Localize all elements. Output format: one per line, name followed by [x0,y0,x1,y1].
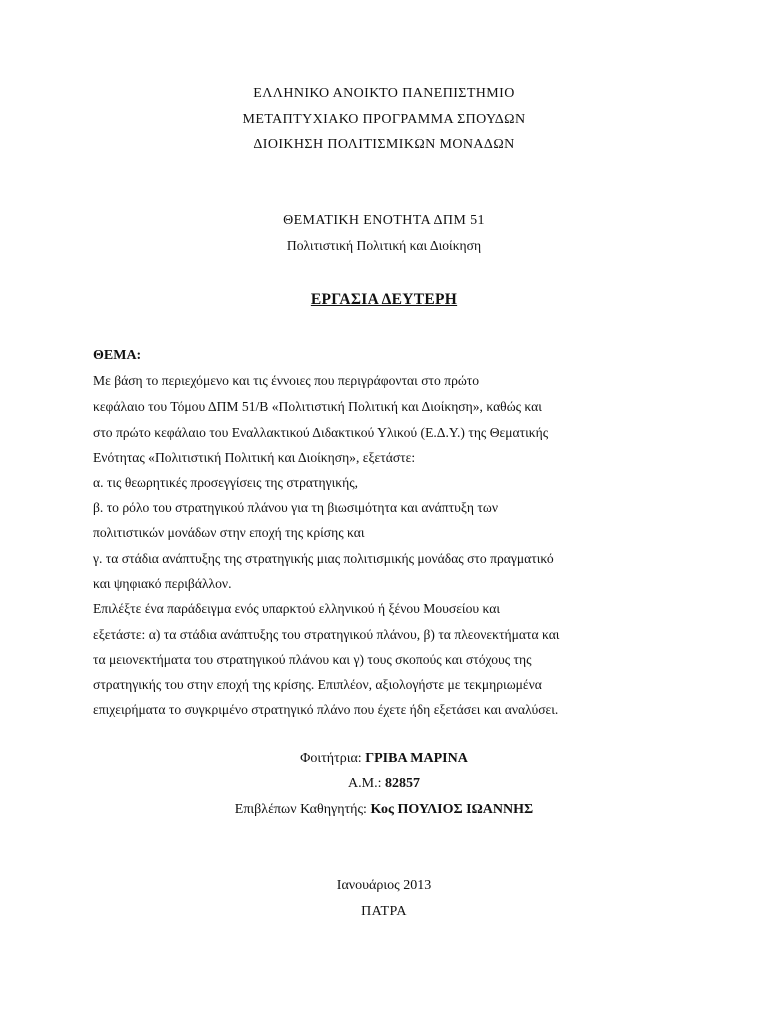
supervisor-name: Κος ΠΟΥΛΙΟΣ ΙΩΑΝΝΗΣ [370,802,534,817]
topic-line: στο πρώτο κεφάλαιο του Εναλλακτικού Διδακτικού Υλικού (Ε.Δ.Υ.) της Θεματικής [93,425,549,440]
id-line [0,776,768,792]
department-name: ΔΙΟΙΚΗΣΗ ΠΟΛΙΤΙΣΜΙΚΩΝ ΜΟΝΑΔΩΝ [253,137,515,152]
topic-line: γ. τα στάδια ανάπτυξης της στρατηγικής μιας πολιτισμικής μονάδας στο πραγματικό [93,551,554,566]
student-label: Φοιτήτρια: [300,751,362,766]
topic-line: στρατηγικής του στην εποχή της κρίσης. Επιπλέον, αξιολογήστε με τεκμηριωμένα [93,677,542,692]
topic-line: εξετάστε: α) τα στάδια ανάπτυξης του στρατηγικού πλάνου, β) τα πλεονεκτήματα και [93,627,560,642]
city: ΠΑΤΡΑ [361,904,407,919]
topic-line: επιχειρήματα το συγκριμένο στρατηγικό πλάνο που έχετε ήδη εξετάσει και αναλύσει. [93,702,559,717]
topic-line: πολιτιστικών μονάδων στην εποχή της κρίσης και [93,525,365,540]
program-name: ΜΕΤΑΠΤΥΧΙΑΚΟ ΠΡΟΓΡΑΜΜΑ ΣΠΟΥΔΩΝ [242,112,526,127]
student-line [0,751,768,767]
topic-line: Με βάση το περιεχόμενο και τις έννοιες που περιγράφονται στο πρώτο [93,373,480,388]
supervisor-line [0,802,768,818]
topic-line: και ψηφιακό περιβάλλον. [93,576,232,591]
module-name: Πολιτιστική Πολιτική και Διοίκηση [286,238,482,253]
topic-line: α. τις θεωρητικές προσεγγίσεις της στρατηγικής, [93,475,358,490]
topic-line: κεφάλαιο του Τόμου ΔΠΜ 51/Β «Πολιτιστική Πολιτική και Διοίκηση», καθώς και [93,399,542,414]
student-name: ΓΡΙΒΑ ΜΑΡΙΝΑ [365,751,468,766]
module-code: ΘΕΜΑΤΙΚΗ ΕΝΟΤΗΤΑ ΔΠΜ 51 [283,213,485,228]
university-name: ΕΛΛΗΝΙΚΟ ΑΝΟΙΚΤΟ ΠΑΝΕΠΙΣΤΗΜΙΟ [253,86,515,101]
id-label: Α.Μ.: [348,776,382,791]
topic-line: β. το ρόλο του στρατηγικού πλάνου για τη βιωσιμότητα και ανάπτυξη των [93,500,498,515]
date: Ιανουάριος 2013 [336,878,432,893]
topic-line: Επιλέξτε ένα παράδειγμα ενός υπαρκτού ελληνικού ή ξένου Μουσείου και [93,601,501,616]
id-value: 82857 [384,776,420,791]
topic-line: τα μειονεκτήματα του στρατηγικού πλάνου και γ) τους σκοπούς και στόχους της [93,652,532,667]
topic-line: Ενότητας «Πολιτιστική Πολιτική και Διοίκηση», εξετάστε: [93,450,416,465]
assignment-title: ΕΡΓΑΣΙΑ ΔΕΥΤΕΡΗ [310,291,458,308]
supervisor-label: Επιβλέπων Καθηγητής: [234,802,367,817]
topic-label: ΘΕΜΑ: [93,348,142,363]
